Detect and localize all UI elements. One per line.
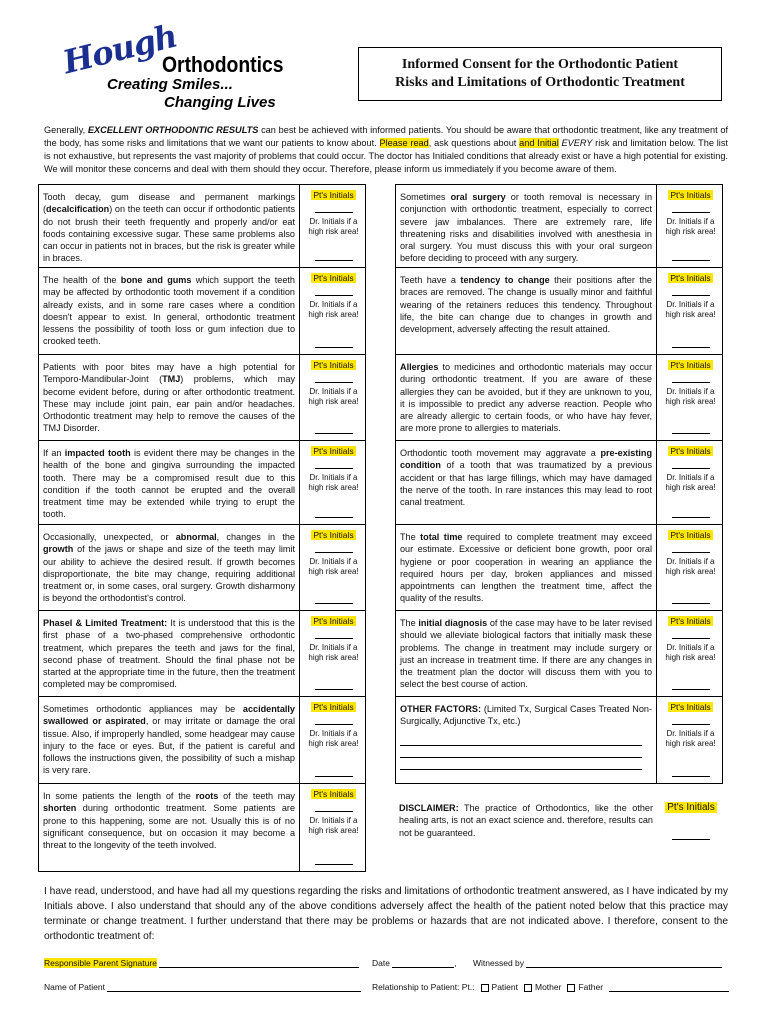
patient-initials-line[interactable] [672, 839, 710, 840]
risk-description [395, 355, 657, 440]
doctor-initials-line[interactable] [315, 517, 353, 518]
risk-row [395, 355, 723, 441]
risk-keyword: OTHER FACTORS: [400, 704, 481, 714]
risk-row [38, 784, 366, 872]
father-option-label: Father [578, 982, 604, 992]
risk-text: Teeth have a [400, 275, 461, 285]
patient-initials-label: Pt's Initials [313, 789, 354, 799]
doctor-initials-label: Dr. Initials if a high risk area! [308, 557, 359, 576]
risk-description [395, 611, 657, 696]
risk-keyword: bone and gums [120, 275, 192, 285]
risk-text: The [400, 532, 421, 542]
initials-cell [302, 697, 366, 783]
risk-text: (Limited Tx, Surgical Cases Treated Non-Surgically, Adjunctive Tx, etc.) [400, 704, 652, 727]
risk-keyword: initial diagnosis [418, 618, 488, 628]
risk-text: is evident there may be changes in the health of the bone and gingiva surrounding the impacted tooth. There may be a compromised result due to this condition if the tooth cannot be erupted and the overall treatment time may be extended while trying to erupt the tooth. [43, 448, 295, 520]
risk-description [395, 185, 657, 267]
risk-keyword: total time [420, 532, 463, 542]
initials-cell [659, 268, 723, 354]
risk-column-right [395, 184, 723, 864]
patient-initials-line[interactable] [315, 295, 353, 296]
patient-initials-label: Pt's Initials [313, 446, 354, 456]
risk-text: of the case may have to be later revised should we alleviate biological factors that initially mask these problems. The change in treatment may include surgery or just an increase in treatment time. If there are any changes in the treatment plan the doctor will discuss them with you to select the best course of action. [400, 618, 653, 690]
patient-initials-line[interactable] [672, 724, 710, 725]
risk-description [395, 697, 657, 783]
risk-description [38, 697, 300, 783]
doctor-initials-label: Dr. Initials if a high risk area! [665, 217, 716, 236]
risk-keyword: shorten [43, 803, 77, 814]
parent-signature-label: Responsible Parent Signature [44, 958, 157, 968]
doctor-initials-line[interactable] [672, 689, 710, 690]
initials-cell [659, 441, 723, 524]
disclaimer-body: The practice of Orthodontics, like the other healing arts, is not an exact science and. therefore, results can not be guaranteed. [399, 803, 653, 838]
doctor-initials-line[interactable] [315, 776, 353, 777]
risk-description [38, 355, 300, 440]
doctor-initials-label: Dr. Initials if a high risk area! [308, 643, 359, 662]
initials-cell [302, 525, 366, 610]
patient-initials-line[interactable] [672, 295, 710, 296]
parent-signature-field[interactable] [44, 958, 359, 968]
doctor-initials-label: Dr. Initials if a high risk area! [308, 816, 359, 835]
intro-highlight: and Initial [519, 138, 559, 148]
risk-keyword: oral surgery [450, 192, 506, 202]
risk-keyword: roots [195, 791, 219, 801]
initials-cell [302, 185, 366, 267]
logo-tagline-1: Creating Smiles... [107, 76, 233, 93]
intro-text: , ask questions about [428, 138, 520, 148]
patient-initials-label: Pt's Initials [670, 530, 711, 540]
patient-initials-line[interactable] [672, 468, 710, 469]
risk-text: Sometimes orthodontic appliances may be [43, 704, 243, 714]
risk-keyword: Allergies [400, 362, 439, 372]
initials-cell [302, 611, 366, 696]
logo-tagline-2: Changing Lives [164, 94, 276, 111]
doctor-initials-label: Dr. Initials if a high risk area! [665, 387, 716, 406]
patient-initials-label: Pt's Initials [670, 702, 711, 712]
patient-checkbox[interactable] [481, 984, 489, 992]
risk-text: of the teeth may [218, 791, 295, 801]
disclaimer-initials-cell [659, 784, 723, 864]
intro-highlight: Please read [379, 138, 429, 148]
risk-keyword: TMJ [162, 374, 181, 385]
initials-cell [302, 355, 366, 440]
risk-row [395, 441, 723, 525]
intro-text: Generally, [44, 125, 88, 135]
risk-text: Patients with poor bites may have a high potential for Temporo-Mandibular-Joint ( [43, 362, 295, 385]
doctor-initials-line[interactable] [315, 864, 353, 865]
doctor-initials-line[interactable] [672, 776, 710, 777]
risk-text: Tooth decay, gum disease and permanent markings ( [43, 192, 295, 215]
patient-initials-line[interactable] [315, 811, 353, 812]
patient-initials-label: Pt's Initials [670, 273, 711, 283]
doctor-initials-label: Dr. Initials if a high risk area! [308, 729, 359, 748]
acknowledgement-paragraph: I have read, understood, and have had all my questions regarding the risks and limitations of orthodontic treatment answered, as I have indicated by my Initials above. I also understand that should any of the above conditions adversely affect the health of the patient noted below that this practice may terminate or change treatment. I further understand that there may be problems or hazards that are not indicated above. I therefore, consent to the orthodontic treatment of: [44, 886, 728, 942]
risk-keyword: accidentally swallowed or aspirated [43, 704, 295, 727]
patient-initials-line[interactable] [672, 552, 710, 553]
logo-script: Hough [59, 16, 181, 82]
risk-text: The health of the [43, 275, 121, 285]
patient-initials-label: Pt's Initials [670, 360, 711, 370]
risk-text: of a tooth that was traumatized by a previous accident or that has large fillings, which may have damaged the nerve of the tooth. In rare instances this may lead to root canal treatment. [400, 460, 652, 508]
initials-cell [659, 611, 723, 696]
initials-cell [659, 185, 723, 267]
date-label: Date [372, 958, 390, 968]
doctor-initials-label: Dr. Initials if a high risk area! [665, 473, 716, 492]
parent-signature-line[interactable] [159, 959, 359, 968]
risk-text: of the jaws or shape and size of the teeth may limit our ability to achieve the desired result. If growth becomes disproportionate, the bite may change, requiring additional treatment or, in some cases, oral surgery. Growth disharmony is beyond the orthodontist's control. [43, 544, 295, 604]
patient-initials-line[interactable] [315, 638, 353, 639]
risk-description [38, 611, 300, 696]
doctor-initials-label: Dr. Initials if a high risk area! [665, 729, 716, 748]
patient-option-label: Patient [491, 982, 518, 992]
relationship-line[interactable] [609, 983, 729, 992]
risk-keyword: PhaseI & Limited Treatment: [43, 618, 168, 628]
patient-initials-label: Pt's Initials [313, 616, 354, 626]
doctor-initials-line[interactable] [672, 603, 710, 604]
practice-logo [59, 16, 284, 115]
risk-row [38, 697, 366, 784]
doctor-initials-label: Dr. Initials if a high risk area! [308, 473, 359, 492]
risk-text: Occasionally, unexpected, or [43, 532, 176, 542]
risk-description [395, 525, 657, 610]
risk-description [38, 525, 300, 610]
risk-row [38, 525, 366, 611]
risk-description [38, 268, 300, 354]
title-line-2: Risks and Limitations of Orthodontic Treatment [395, 75, 685, 90]
mother-checkbox[interactable] [524, 984, 532, 992]
patient-name-line[interactable] [107, 983, 361, 992]
document-title [358, 47, 722, 101]
other-factors-line[interactable] [400, 734, 642, 746]
witness-field[interactable] [473, 958, 722, 968]
initials-cell [659, 355, 723, 440]
initials-cell [302, 784, 366, 871]
intro-emphasis: EXCELLENT ORTHODONTIC RESULTS [87, 125, 259, 135]
doctor-initials-line[interactable] [315, 603, 353, 604]
intro-text: risk and limitation below. The list is not exhaustive, but represents the vast majority of problems that could occur. The doctor has Initialed conditions that already exist or have a high potential for existing. We will monitor these concerns and deal with them should they occur. Therefore, please inform us immediately if you become aware of them. [44, 138, 728, 174]
patient-initials-label: Pt's Initials [670, 446, 711, 456]
risk-keyword: impacted tooth [64, 448, 131, 458]
risk-row [38, 441, 366, 525]
risk-row [38, 184, 366, 268]
initials-cell [302, 441, 366, 524]
risk-text: ) on the teeth can occur if orthodontic patients do not brush their teeth frequently and properly and/or eat foods containing excessive sugar. These same problems also can occur in patients not in braces, but the risk is greater while in braces. [43, 204, 295, 264]
patient-initials-line[interactable] [315, 552, 353, 553]
patient-initials-label: Pt's Initials [670, 190, 711, 200]
patient-initials-label: Pt's Initials [313, 530, 354, 540]
risk-description [395, 441, 657, 524]
doctor-initials-label: Dr. Initials if a high risk area! [308, 300, 359, 319]
doctor-initials-label: Dr. Initials if a high risk area! [308, 387, 359, 406]
risk-keyword: abnormal [175, 532, 217, 542]
doctor-initials-label: Dr. Initials if a high risk area! [308, 217, 359, 236]
risk-text: If an [43, 448, 65, 458]
disclaimer-keyword: DISCLAIMER: [399, 803, 459, 813]
patient-initials-label: Pt's Initials [313, 273, 354, 283]
witness-line[interactable] [526, 959, 722, 968]
initials-cell [659, 697, 723, 783]
title-line-1: Informed Consent for the Orthodontic Patient [401, 57, 679, 72]
father-checkbox[interactable] [567, 984, 575, 992]
intro-emphasis: EVERY [558, 138, 593, 148]
risk-text: , or may irritate or damage the oral tissue. Also, if improperly handled, some headgear may cause injury to the face or eyes. But, if the patient is careful and follows the instructions given, the possibility of such a mishap is very rare. [43, 716, 295, 776]
disclaimer-text [395, 784, 657, 864]
risk-text: or tooth removal is necessary in conjunction with orthodontic treatment, especially to correct severe jaw imbalances. There are extremely rare, life threatening risks and disabilities involved with anesthesia in oral surgery. You must discuss this with your oral surgeon before deciding to proceed with any surgery. [400, 192, 652, 264]
risk-row [395, 697, 723, 784]
risk-text: which support the teeth may be affected by orthodontic tooth movement if a condition already exists, and in some rare cases where a condition doesn't appear to exist. In general, orthodontic treatment lessens the possibility of tooth loss or gum infection due to crooked teeth. [43, 275, 295, 347]
patient-name-label: Name of Patient [44, 982, 105, 992]
witness-label: Witnessed by [473, 958, 525, 968]
risk-description [38, 185, 300, 267]
other-factors-line[interactable] [400, 746, 642, 758]
risk-text: Orthodontic tooth movement may aggravate a [400, 448, 601, 458]
risk-row [395, 611, 723, 697]
doctor-initials-line[interactable] [672, 260, 710, 261]
risk-text: Sometimes [400, 192, 451, 202]
risk-text: ) problems, which may become evident before, during or after orthodontic treatment. These may include joint pain, ear pain and/or headaches. Orthodontic treatment may help to remove the causes of the TMJ Disorder. [43, 374, 295, 434]
doctor-initials-line[interactable] [315, 689, 353, 690]
risk-text: their positions after the braces are removed. The change is usually minor and faithful wearing of the retainers reduces this tendency. Throughout life, the bite can change due to changes in growth and development, adversely affecting the result attained. [400, 275, 652, 335]
risk-description [38, 441, 300, 524]
patient-initials-label: Pt's Initials [313, 702, 354, 712]
patient-initials-label: Pt's Initials [313, 190, 354, 200]
doctor-initials-label: Dr. Initials if a high risk area! [665, 643, 716, 662]
risk-row [38, 611, 366, 697]
risk-column-left [38, 184, 366, 872]
risk-keyword: decalcification [46, 204, 110, 215]
disclaimer-row [395, 784, 723, 864]
risk-row [395, 268, 723, 355]
risk-text: The [400, 618, 419, 628]
risk-row [38, 355, 366, 441]
doctor-initials-line[interactable] [672, 517, 710, 518]
risk-text: to medicines and orthodontic materials may occur during orthodontic treatment. If you are aware of these allergies they can be avoided, but if they are unknown to you, it is impossible to predict any adverse reaction. People who are already allergic to certain foods, or who have hay fever, are more prone to allergies to materials. [400, 362, 652, 434]
other-factors-line[interactable] [400, 758, 642, 770]
doctor-initials-line[interactable] [315, 347, 353, 348]
mother-option-label: Mother [535, 982, 562, 992]
doctor-initials-line[interactable] [315, 260, 353, 261]
doctor-initials-line[interactable] [672, 347, 710, 348]
patient-initials-line[interactable] [672, 382, 710, 383]
patient-initials-line[interactable] [672, 212, 710, 213]
date-line[interactable] [392, 959, 454, 968]
relationship-label: Relationship to Patient: Pt.: [372, 982, 475, 992]
patient-name-field[interactable] [44, 982, 361, 992]
risk-keyword: pre-existing condition [400, 448, 652, 471]
risk-text: It is understood that this is the first phase of a two-phased comprehensive orthodontic treatment, which prepares the teeth and jaws for the final, second phase of treatment. Should the final phase not be started at the appropriate time in the future, then the treatment completed may be compromised. [43, 618, 295, 690]
patient-initials-line[interactable] [315, 724, 353, 725]
patient-initials-line[interactable] [315, 382, 353, 383]
other-factors-lines[interactable] [400, 734, 652, 770]
patient-initials-label: Pt's Initials [313, 360, 354, 370]
relationship-field [372, 982, 729, 992]
initials-cell [659, 525, 723, 610]
intro-paragraph [44, 124, 728, 176]
patient-initials-label: Pt's Initials [667, 802, 715, 813]
risk-text: , changes in the [216, 532, 295, 542]
doctor-initials-label: Dr. Initials if a high risk area! [665, 300, 716, 319]
initials-cell [302, 268, 366, 354]
risk-row [395, 184, 723, 268]
risk-keyword: tendency to change [460, 275, 550, 285]
doctor-initials-line[interactable] [315, 433, 353, 434]
patient-initials-line[interactable] [315, 212, 353, 213]
risk-description [395, 268, 657, 354]
patient-initials-label: Pt's Initials [670, 616, 711, 626]
patient-initials-line[interactable] [672, 638, 710, 639]
risk-description [38, 784, 300, 871]
risk-keyword: growth [43, 544, 74, 555]
risk-text: In some patients the length of the [43, 791, 196, 801]
doctor-initials-line[interactable] [672, 433, 710, 434]
intro-text: can best be achieved with informed patients. You should be aware that orthodontic treatment, like any treatment of the body, has some risks and limitations that we want our patients to know about. [44, 125, 728, 148]
date-field[interactable]: Date , [372, 958, 457, 968]
patient-initials-line[interactable] [315, 468, 353, 469]
risk-row [38, 268, 366, 355]
logo-name: Orthodontics [162, 52, 284, 77]
risk-text: during orthodontic treatment. Some patients are prone to this happening, some are not. Usually this is of no significant consequence, but on occasion it may become a threat to the longevity of the teeth involved. [43, 803, 295, 851]
risk-text: required to complete treatment may exceed our estimate. Excessive or deficient bone growth, poor oral hygiene or poor cooperation in wearing an appliance the required hours per day, broken appliances and missed appointments can lengthen the treatment time, affect the quality of the results. [400, 532, 653, 604]
risk-row [395, 525, 723, 611]
doctor-initials-label: Dr. Initials if a high risk area! [665, 557, 716, 576]
